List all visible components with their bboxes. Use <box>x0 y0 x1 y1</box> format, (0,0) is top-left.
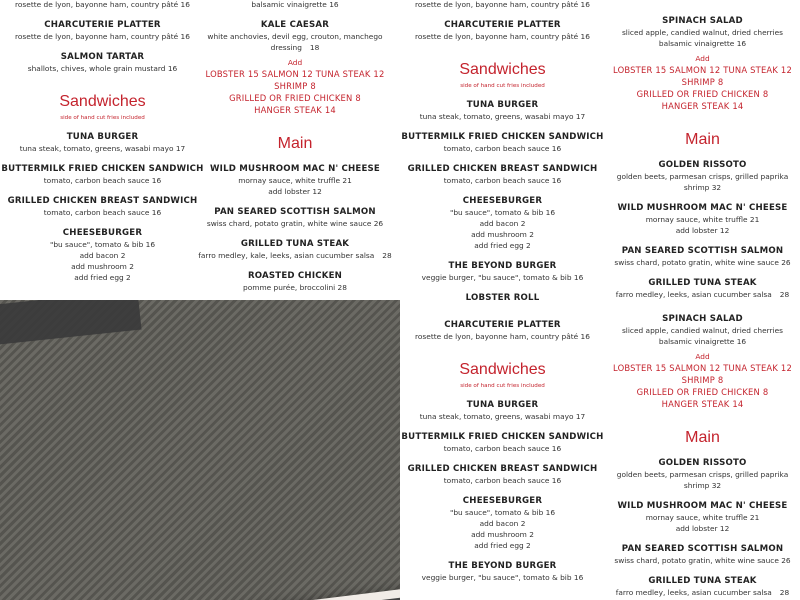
section-note: side of hand cut fries included <box>60 115 145 121</box>
item-description: "bu sauce", tomato & bib 16 <box>49 240 156 249</box>
section-title: Sandwiches <box>459 61 546 78</box>
item-name: KALE CAESAR <box>260 20 330 30</box>
item-name: THE BEYOND BURGER <box>448 561 557 571</box>
item-addon: add lobster 12 <box>675 226 730 235</box>
menu-item <box>400 0 605 10</box>
menu-item <box>0 19 205 42</box>
item-name: GRILLED TUNA STEAK <box>648 278 757 288</box>
add-on-price-line: HANGER STEAK 14 <box>661 101 744 111</box>
menu-crop-top-right <box>400 0 800 300</box>
item-description: tomato, carbon beach sauce 16 <box>43 208 162 217</box>
item-description: mornay sauce, white truffle 21 <box>645 513 760 522</box>
menu-item <box>400 431 605 454</box>
item-name: GOLDEN RISSOTO <box>658 160 747 170</box>
item-name: GOLDEN RISSOTO <box>658 458 747 468</box>
item-name: THE BEYOND BURGER <box>448 261 557 271</box>
item-name: TUNA BURGER <box>66 132 139 142</box>
menu-item <box>190 206 400 229</box>
item-addon: add bacon 2 <box>479 519 526 528</box>
menu-item <box>400 19 605 42</box>
item-description: rosette de lyon, bayonne ham, country pâté 16 <box>415 0 590 9</box>
item-name: PAN SEARED SCOTTISH SALMON <box>621 544 784 554</box>
item-description-row <box>605 289 800 300</box>
item-description: tuna steak, tomato, greens, wasabi mayo 17 <box>419 412 586 421</box>
item-addon: add bacon 2 <box>479 219 526 228</box>
add-on-price-line: LOBSTER 15 SALMON 12 TUNA STEAK 12 SHRIMP 8 <box>613 363 792 385</box>
item-description: swiss chard, potato gratin, white wine sauce 26 <box>614 258 791 267</box>
item-name: GRILLED CHICKEN BREAST SANDWICH <box>407 164 598 174</box>
item-description: veggie burger, "bu sauce", tomato & bib 16 <box>421 273 584 282</box>
add-on-price-line: GRILLED OR FRIED CHICKEN 8 <box>636 387 769 397</box>
section-title: Sandwiches <box>459 361 546 378</box>
item-description: tomato, carbon beach sauce 16 <box>443 144 562 153</box>
item-name: BUTTERMILK FRIED CHICKEN SANDWICH <box>401 132 604 142</box>
item-price: 28 <box>382 251 392 260</box>
item-name: CHARCUTERIE PLATTER <box>444 20 561 30</box>
menu-item <box>605 313 800 336</box>
item-description-row <box>605 587 800 598</box>
item-description: farro medley, kale, leeks, asian cucumber salsa <box>198 251 375 260</box>
menu-item <box>0 195 205 218</box>
item-name: WILD MUSHROOM MAC N' CHEESE <box>617 501 788 511</box>
col-right <box>605 304 800 600</box>
item-description: rosette de lyon, bayonne ham, country pâté 16 <box>415 332 590 341</box>
item-name: CHEESEBURGER <box>62 228 143 238</box>
item-description: mornay sauce, white truffle 21 <box>238 176 352 185</box>
menu-item <box>0 227 205 250</box>
item-name: CHARCUTERIE PLATTER <box>44 20 161 30</box>
item-name: GRILLED CHICKEN BREAST SANDWICH <box>7 196 198 206</box>
add-label: Add <box>695 54 710 63</box>
menu-item <box>605 159 800 193</box>
item-description: pomme purée, broccolini 28 <box>243 283 347 292</box>
col-left <box>0 0 205 283</box>
section-note: side of hand cut fries included <box>460 383 545 389</box>
item-name: PAN SEARED SCOTTISH SALMON <box>621 246 784 256</box>
item-addon: add fried egg 2 <box>474 241 531 250</box>
menu-item <box>190 238 400 261</box>
section-title: Sandwiches <box>59 93 146 110</box>
item-description: "bu sauce", tomato & bib 16 <box>449 208 556 217</box>
menu-item <box>400 260 605 283</box>
item-description: mornay sauce, white truffle 21 <box>645 215 760 224</box>
menu-item <box>605 245 800 268</box>
add-on-price-line: LOBSTER 15 SALMON 12 TUNA STEAK 12 SHRIMP 8 <box>613 65 792 87</box>
item-name: GRILLED CHICKEN BREAST SANDWICH <box>407 464 598 474</box>
item-description: "bu sauce", tomato & bib 16 <box>449 508 556 517</box>
col-right <box>190 0 400 300</box>
menu-item <box>400 399 605 422</box>
item-name: SPINACH SALAD <box>662 16 743 26</box>
menu-item <box>190 19 400 53</box>
item-addon: add fried egg 2 <box>74 273 131 282</box>
item-description: veggie burger, "bu sauce", tomato & bib 16 <box>421 573 584 582</box>
menu-crop-top-left <box>0 0 400 300</box>
item-name: PAN SEARED SCOTTISH SALMON <box>214 207 376 217</box>
menu-item <box>400 495 605 518</box>
item-name: CHEESEBURGER <box>462 496 543 506</box>
section-note: side of hand cut fries included <box>460 83 545 89</box>
item-description: rosette de lyon, bayonne ham, country pâté 16 <box>15 0 190 9</box>
item-description: sliced apple, candied walnut, dried cherries <box>621 28 784 37</box>
col-left <box>400 310 605 583</box>
item-addon: add mushroom 2 <box>71 262 134 271</box>
menu-item <box>0 0 205 10</box>
menu-item <box>0 163 205 186</box>
item-description: rosette de lyon, bayonne ham, country pâté 16 <box>15 32 190 41</box>
item-addon: add mushroom 2 <box>471 230 534 239</box>
item-name: BUTTERMILK FRIED CHICKEN SANDWICH <box>1 164 204 174</box>
item-name: WILD MUSHROOM MAC N' CHEESE <box>617 203 788 213</box>
item-price: 28 <box>779 290 790 299</box>
menu-item <box>605 575 800 598</box>
item-description: golden beets, parmesan crisps, grilled paprika shrimp 32 <box>616 470 789 490</box>
item-price: 18 <box>309 43 320 52</box>
item-addon: balsamic vinaigrette 16 <box>658 337 747 346</box>
item-description: sliced apple, candied walnut, dried cherries <box>621 326 784 335</box>
add-label: Add <box>287 58 303 67</box>
item-description: balsamic vinaigrette 16 <box>251 0 339 9</box>
item-addon: balsamic vinaigrette 16 <box>658 39 747 48</box>
add-on-price-line: LOBSTER 15 SALMON 12 TUNA STEAK 12 SHRIMP 8 <box>205 69 385 91</box>
menu-item <box>400 195 605 218</box>
item-name: SALMON TARTAR <box>60 52 145 62</box>
menu-item <box>605 15 800 38</box>
menu-item <box>605 277 800 300</box>
item-name: SPINACH SALAD <box>662 314 743 324</box>
menu-item <box>400 463 605 486</box>
item-description: farro medley, leeks, asian cucumber salsa <box>615 290 772 299</box>
item-addon: add bacon 2 <box>79 251 126 260</box>
item-description: shallots, chives, whole grain mustard 16 <box>27 64 178 73</box>
section-title: Main <box>685 131 720 148</box>
item-description: tomato, carbon beach sauce 16 <box>443 176 562 185</box>
placemat <box>0 300 400 600</box>
add-on-price-line: GRILLED OR FRIED CHICKEN 8 <box>229 93 361 103</box>
menu-item <box>400 131 605 154</box>
menu-photo <box>0 300 400 600</box>
menu-item <box>190 270 400 293</box>
item-name: TUNA BURGER <box>466 400 539 410</box>
item-description: tuna steak, tomato, greens, wasabi mayo 17 <box>19 144 186 153</box>
item-name: GRILLED TUNA STEAK <box>648 576 757 586</box>
col-right <box>605 6 800 300</box>
menu-crop-bottom-right <box>400 300 800 600</box>
item-name: CHARCUTERIE PLATTER <box>444 320 561 330</box>
menu-item <box>190 0 400 10</box>
item-description: swiss chard, potato gratin, white wine sauce 26 <box>614 556 791 565</box>
menu-item <box>605 500 800 523</box>
item-name: LOBSTER ROLL <box>465 293 540 300</box>
item-addon: add lobster 12 <box>268 187 322 196</box>
menu-item <box>400 560 605 583</box>
add-label: Add <box>695 352 710 361</box>
item-description: tomato, carbon beach sauce 16 <box>443 444 562 453</box>
add-on-price-line: HANGER STEAK 14 <box>661 399 744 409</box>
item-name: CHEESEBURGER <box>462 196 543 206</box>
add-on-price-line: GRILLED OR FRIED CHICKEN 8 <box>636 89 769 99</box>
item-addon: add fried egg 2 <box>474 541 531 550</box>
item-description: rosette de lyon, bayonne ham, country pâté 16 <box>415 32 590 41</box>
item-addon: add lobster 12 <box>675 524 730 533</box>
item-price: 28 <box>779 588 790 597</box>
menu-item <box>605 457 800 491</box>
menu-item <box>400 292 605 300</box>
menu-item <box>605 543 800 566</box>
item-description-row <box>190 31 400 53</box>
section-title: Main <box>277 135 313 152</box>
menu-item <box>400 163 605 186</box>
menu-item <box>0 131 205 154</box>
item-name: TUNA BURGER <box>466 100 539 110</box>
item-description: tuna steak, tomato, greens, wasabi mayo 17 <box>419 112 586 121</box>
item-name: WILD MUSHROOM MAC N' CHEESE <box>210 164 380 174</box>
item-description: swiss chard, potato gratin, white wine sauce 26 <box>206 219 384 228</box>
col-left <box>400 0 605 300</box>
add-on-price-line: HANGER STEAK 14 <box>254 105 336 115</box>
menu-item <box>605 202 800 225</box>
menu-item <box>400 319 605 342</box>
item-description: golden beets, parmesan crisps, grilled paprika shrimp 32 <box>616 172 789 192</box>
item-addon: add mushroom 2 <box>471 530 534 539</box>
section-title: Main <box>685 429 720 446</box>
item-name: ROASTED CHICKEN <box>247 271 343 281</box>
item-description-row <box>190 250 400 261</box>
menu-item <box>0 51 205 74</box>
menu-item <box>400 99 605 122</box>
item-description: tomato, carbon beach sauce 16 <box>43 176 162 185</box>
item-name: GRILLED TUNA STEAK <box>240 239 350 249</box>
item-name: BUTTERMILK FRIED CHICKEN SANDWICH <box>401 432 604 442</box>
item-description: white anchovies, devil egg, crouton, manchego dressing <box>207 32 383 52</box>
item-description: tomato, carbon beach sauce 16 <box>443 476 562 485</box>
item-description: farro medley, leeks, asian cucumber salsa <box>615 588 772 597</box>
menu-item <box>190 163 400 186</box>
